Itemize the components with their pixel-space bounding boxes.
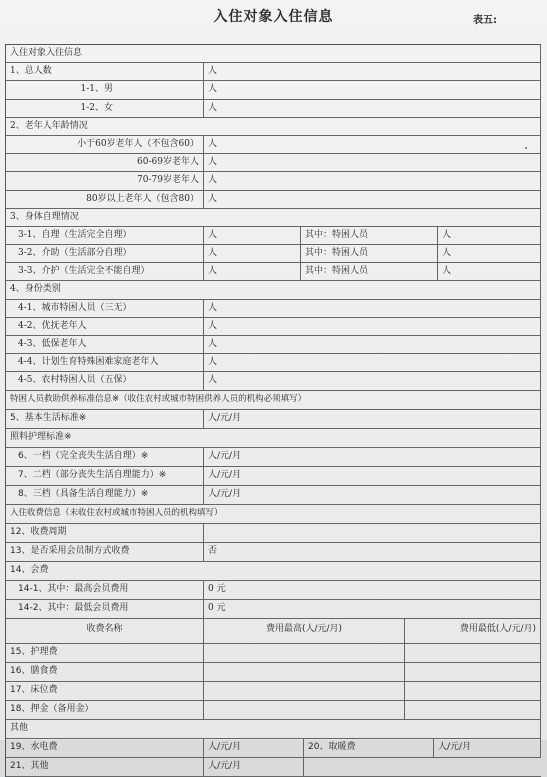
member-row-value[interactable]: 0 元 (204, 581, 541, 599)
table-row (6, 209, 541, 227)
identity-row-label: 4-3、低保老年人 (6, 336, 204, 353)
other-header: 其他 (6, 720, 541, 738)
fee-row-label: 17、床位费 (6, 682, 204, 700)
age-row-label: 70-79岁老年人 (6, 172, 204, 189)
other-label: 21、其他 (6, 758, 204, 776)
identity-row-value[interactable]: 人 (204, 354, 541, 371)
table-row (6, 245, 541, 263)
age-row-label: 小于60岁老年人（不包含60） (6, 136, 204, 153)
table-row (6, 505, 541, 524)
table-row (6, 739, 541, 758)
water-label: 19、水电费 (6, 739, 204, 757)
male-label: 1-1、男 (6, 81, 204, 98)
member-value[interactable]: 否 (204, 543, 541, 561)
selfcare-row-value[interactable]: 人 (204, 245, 301, 262)
table-row (6, 467, 541, 486)
fee-col-max: 费用最高(人/元/月) (204, 619, 405, 643)
fee-row-max[interactable] (204, 663, 405, 681)
table-row (6, 486, 541, 505)
table-row (6, 118, 541, 136)
age-row-label: 80岁以上老年人（包含80） (6, 191, 204, 208)
period-label: 12、收费周期 (6, 524, 204, 542)
table-row (6, 281, 541, 299)
table-row (6, 227, 541, 245)
period-value[interactable] (204, 524, 541, 542)
table-row (6, 372, 541, 390)
fee-row-min[interactable] (405, 663, 541, 681)
total-label: 1、总人数 (6, 63, 204, 80)
male-value[interactable]: 人 (204, 81, 541, 98)
table-row (6, 172, 541, 190)
fee-row-min[interactable] (405, 644, 541, 662)
selfcare-label: 3、身体自理情况 (6, 209, 541, 226)
member-row-label: 14-1、其中：最高会员费用 (6, 581, 204, 599)
care-row-value[interactable]: 人/元/月 (204, 486, 541, 504)
fee-row-label: 18、押金（备用金） (6, 701, 204, 719)
table-row (6, 154, 541, 172)
table-row (6, 100, 541, 118)
care-header: 照料护理标准※ (6, 429, 541, 447)
total-value[interactable]: 人 (204, 63, 541, 80)
table-row (6, 524, 541, 543)
fee-row-min[interactable] (405, 682, 541, 700)
section-header-row (6, 45, 541, 63)
age-row-value[interactable]: 人 (204, 172, 541, 189)
age-row-value[interactable]: 人 (204, 154, 541, 171)
table-row (6, 300, 541, 318)
selfcare-row-label: 3-3、介护（生活完全不能自理） (6, 263, 204, 280)
fee-row-min[interactable] (405, 701, 541, 719)
selfcare-row-label: 3-1、自理（生活完全自理） (6, 227, 204, 244)
identity-row-value[interactable]: 人 (204, 300, 541, 317)
selfcare-sub-label: 其中：特困人员 (301, 227, 438, 244)
table-row (6, 81, 541, 99)
other-value[interactable]: 人/元/月 (204, 758, 304, 776)
fee-row-max[interactable] (204, 644, 405, 662)
identity-row-value[interactable]: 人 (204, 372, 541, 389)
member-row-value[interactable]: 0 元 (204, 600, 541, 618)
table-row (6, 720, 541, 739)
age-row-value[interactable]: 人 (204, 191, 541, 208)
selfcare-sub-value[interactable]: 人 (438, 245, 541, 262)
table-row (6, 663, 541, 682)
identity-row-label: 4-5、农村特困人员（五保） (6, 372, 204, 389)
fee-col-min: 费用最低(人/元/月) (405, 619, 541, 643)
age-row-label: 60-69岁老年人 (6, 154, 204, 171)
care-row-label: 6、一档（完全丧失生活自理）※ (6, 448, 204, 466)
table-row (6, 562, 541, 581)
identity-row-value[interactable]: 人 (204, 336, 541, 353)
identity-row-value[interactable]: 人 (204, 318, 541, 335)
table-row (6, 701, 541, 720)
fee-col-name: 收费名称 (6, 619, 204, 643)
member-label: 13、是否采用会员制方式收费 (6, 543, 204, 561)
table-row (6, 318, 541, 336)
fee-row-label: 16、膳食费 (6, 663, 204, 681)
table-row (6, 543, 541, 562)
fee-row-label: 15、护理费 (6, 644, 204, 662)
membership-label: 14、会费 (6, 562, 541, 580)
identity-row-label: 4-1、城市特困人员（三无） (6, 300, 204, 317)
heating-value[interactable]: 人/元/月 (434, 739, 541, 757)
care-row-label: 7、二档（部分丧失生活自理能力）※ (6, 467, 204, 485)
fee-columns-row (6, 619, 541, 644)
care-row-value[interactable]: 人/元/月 (204, 448, 541, 466)
fee-row-max[interactable] (204, 682, 405, 700)
relief-header: 特困人员救助供养标准信息※（收住农村或城市特困供养人员的机构必须填写） (6, 391, 541, 409)
info-table (5, 44, 541, 777)
basic-value[interactable]: 人/元/月 (204, 410, 541, 428)
selfcare-sub-value[interactable]: 人 (438, 263, 541, 280)
table-row (6, 263, 541, 281)
female-value[interactable]: 人 (204, 100, 541, 117)
care-row-value[interactable]: 人/元/月 (204, 467, 541, 485)
selfcare-row-value[interactable]: 人 (204, 263, 301, 280)
basic-label: 5、基本生活标准※ (6, 410, 204, 428)
heating-label: 20、取暖费 (304, 739, 434, 757)
table-row (6, 644, 541, 663)
page-title: 入住对象入住信息 (213, 9, 334, 25)
selfcare-row-label: 3-2、介助（生活部分自理） (6, 245, 204, 262)
table-number: 表五: (473, 15, 497, 26)
table-row (6, 191, 541, 209)
selfcare-sub-label: 其中：特困人员 (301, 245, 438, 262)
section-title: 入住对象入住信息 (6, 45, 541, 62)
table-row (6, 336, 541, 354)
selfcare-row-value[interactable]: 人 (204, 227, 301, 244)
fee-row-max[interactable] (204, 701, 405, 719)
fee-header: 入住收费信息（未收住农村或城市特困人员的机构填写） (6, 505, 541, 523)
table-row (6, 354, 541, 372)
member-row-label: 14-2、其中：最低会员费用 (6, 600, 204, 618)
table-row (6, 63, 541, 81)
table-row (6, 136, 541, 154)
table-row (6, 448, 541, 467)
water-value[interactable]: 人/元/月 (204, 739, 304, 757)
table-row (6, 429, 541, 448)
care-row-label: 8、三档（具备生活自理能力）※ (6, 486, 204, 504)
table-row (6, 391, 541, 410)
table-row (6, 682, 541, 701)
identity-row-label: 4-4、计划生育特殊困难家庭老年人 (6, 354, 204, 371)
age-row-value[interactable]: 人 (204, 136, 541, 153)
identity-row-label: 4-2、优抚老年人 (6, 318, 204, 335)
table-row (6, 410, 541, 429)
age-label: 2、老年人年龄情况 (6, 118, 541, 135)
female-label: 1-2、女 (6, 100, 204, 117)
table-row (6, 581, 541, 600)
selfcare-sub-value[interactable]: 人 (438, 227, 541, 244)
identity-label: 4、身份类别 (6, 281, 541, 298)
table-row (6, 600, 541, 619)
selfcare-sub-label: 其中：特困人员 (301, 263, 438, 280)
table-row (6, 758, 541, 777)
